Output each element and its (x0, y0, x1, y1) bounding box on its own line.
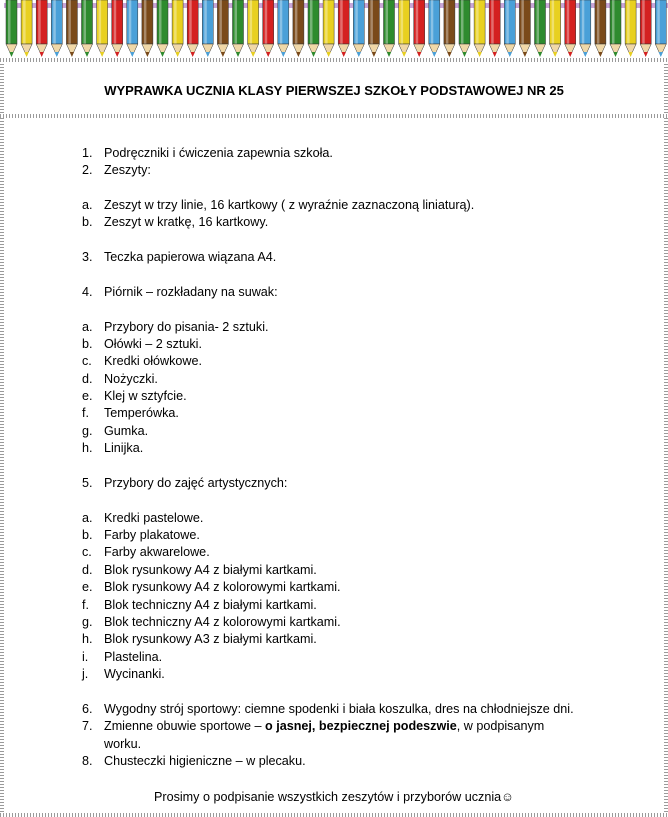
list-item-text: Temperówka. (104, 406, 179, 420)
list-item-text: Zeszyt w trzy linie, 16 kartkowy ( z wyraźnie zaznaczoną liniaturą). (104, 198, 475, 212)
list-item-text: Farby plakatowe. (104, 528, 200, 542)
list-item-text-start: Zmienne obuwie sportowe – (104, 719, 266, 733)
list-item-number: 5. (82, 476, 93, 490)
list-item-text-end: , w podpisanym (456, 719, 545, 733)
list-item-number: i. (82, 650, 89, 664)
page-title: WYPRAWKA UCZNIA KLASY PIERWSZEJ SZKOŁY PODSTAWOWEJ NR 25 (104, 83, 564, 98)
list-item-text: Teczka papierowa wiązana A4. (104, 250, 277, 264)
list-item-number: g. (82, 615, 93, 629)
list-item-text: Blok rysunkowy A4 z kolorowymi kartkami. (104, 580, 341, 594)
footer-note: Prosimy o podpisanie wszystkich zeszytów i przyborów ucznia☺ (153, 790, 515, 804)
list-item-text: Klej w sztyfcie. (104, 389, 187, 403)
list-item-text: Kredki ołówkowe. (104, 354, 202, 368)
list-item-number: f. (82, 598, 89, 612)
list-item-number: e. (82, 389, 93, 403)
list-item-number: 8. (82, 754, 93, 768)
list-item-number: b. (82, 337, 93, 351)
list-item-text: Gumka. (104, 424, 149, 438)
list-item-text: Piórnik – rozkładany na suwak: (104, 285, 278, 299)
list-item-text: Zeszyty: (104, 163, 151, 177)
list-item-number: c. (82, 545, 92, 559)
list-item-number: 6. (82, 702, 93, 716)
list-item-text: Blok techniczny A4 z kolorowymi kartkami. (104, 615, 341, 629)
list-item-text: Ołówki – 2 sztuki. (104, 337, 202, 351)
list-item-text: Blok techniczny A4 z białymi kartkami. (104, 598, 317, 612)
list-item-number: g. (82, 424, 93, 438)
list-item-number: a. (82, 511, 93, 525)
list-item-number: h. (82, 632, 93, 646)
list-item-text: Linijka. (104, 441, 144, 455)
right-dotted-border (664, 58, 668, 817)
top-dotted-divider (0, 58, 668, 62)
list-item-text: Podręczniki i ćwiczenia zapewnia szkoła. (104, 146, 333, 160)
colored-pencils-border (4, 0, 668, 58)
left-dotted-border (0, 58, 4, 817)
list-item-number: d. (82, 563, 93, 577)
list-item-number: d. (82, 372, 93, 386)
header-dotted-divider (0, 114, 668, 118)
list-item-text: Przybory do pisania- 2 sztuki. (104, 320, 269, 334)
list-item-text: Zeszyt w kratkę, 16 kartkowy. (104, 215, 269, 229)
list-item-text: Farby akwarelowe. (104, 545, 210, 559)
list-item-number: a. (82, 198, 93, 212)
bottom-dotted-divider (0, 813, 668, 817)
list-item-number: 1. (82, 146, 93, 160)
list-item-text: Wycinanki. (104, 667, 165, 681)
list-item-text: Plastelina. (104, 650, 163, 664)
list-item-number: 4. (82, 285, 93, 299)
list-item-text-bold: o jasnej, bezpiecznej podeszwie (265, 719, 457, 733)
list-item-text: Blok rysunkowy A4 z białymi kartkami. (104, 563, 317, 577)
list-item-number: b. (82, 528, 93, 542)
list-item-number: a. (82, 320, 93, 334)
list-item-number: h. (82, 441, 93, 455)
list-item-number: e. (82, 580, 93, 594)
list-item-number: 2. (82, 163, 93, 177)
list-item-text: Chusteczki higieniczne – w plecaku. (104, 754, 306, 768)
list-item-number: f. (82, 406, 89, 420)
list-item-number: j. (82, 667, 89, 681)
list-item-text: Wygodny strój sportowy: ciemne spodenki i biała koszulka, dres na chłodniejsze dni. (104, 702, 574, 716)
list-item-number: 3. (82, 250, 93, 264)
list-item-text: Blok rysunkowy A3 z białymi kartkami. (104, 632, 317, 646)
list-item-text: Przybory do zajęć artystycznych: (104, 476, 288, 490)
list-item-number: c. (82, 354, 92, 368)
list-item-number: 7. (82, 719, 93, 733)
list-item-text-line2: worku. (104, 737, 142, 751)
list-item-text: Nożyczki. (104, 372, 158, 386)
list-item-text: Kredki pastelowe. (104, 511, 204, 525)
list-item-number: b. (82, 215, 93, 229)
list-item-text (104, 719, 544, 734)
